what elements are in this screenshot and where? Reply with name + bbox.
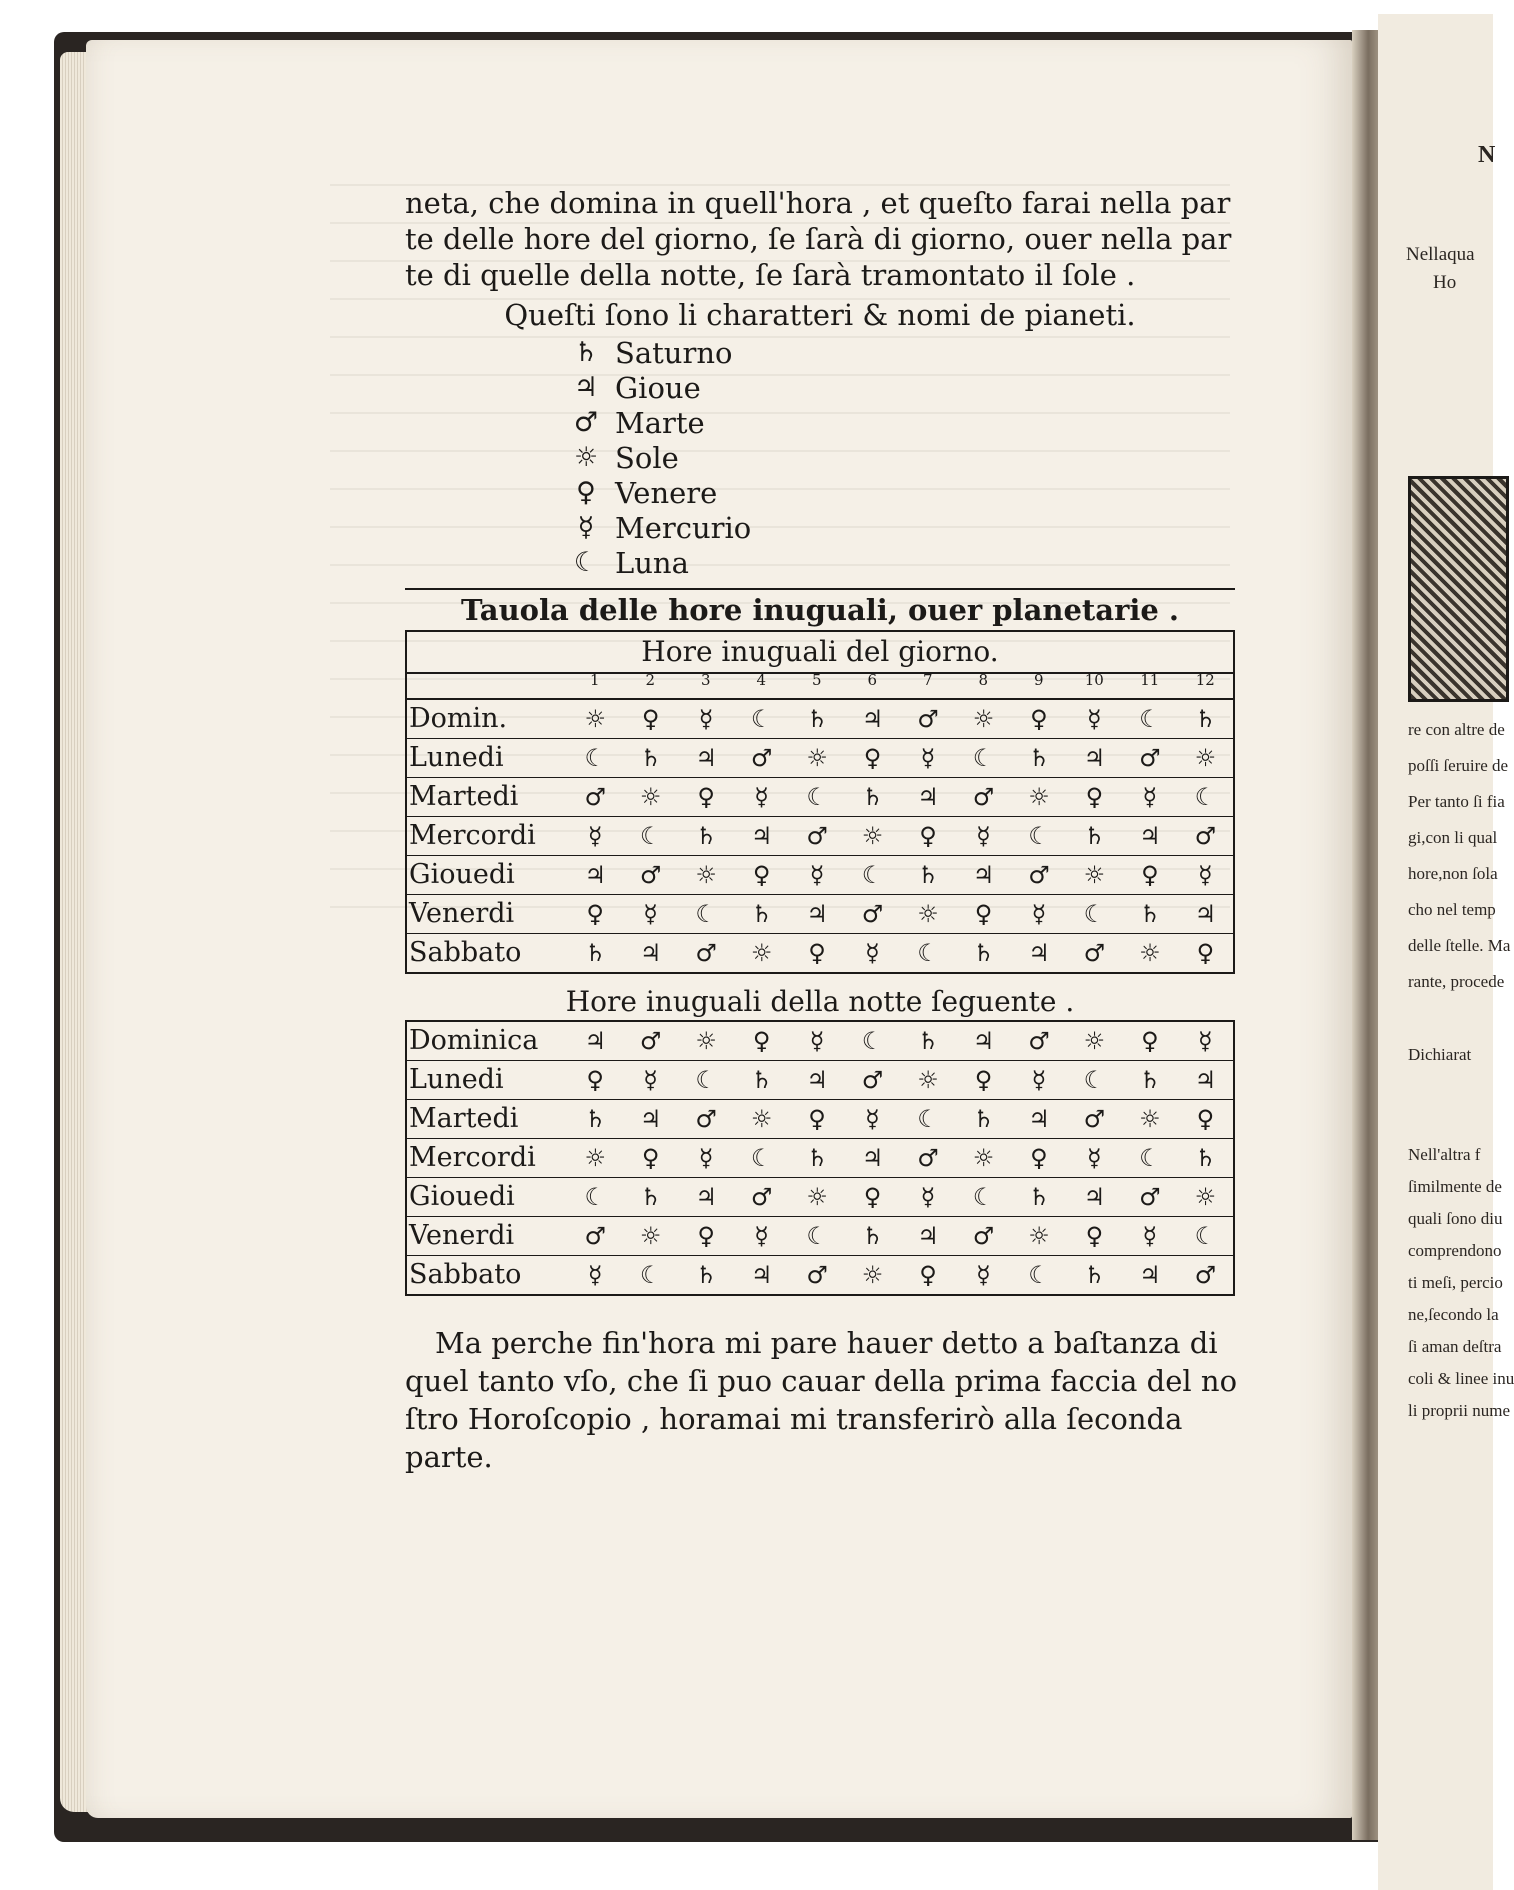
planet-name: Luna <box>615 545 689 580</box>
planet-symbol-icon: ☼ <box>584 705 606 733</box>
planet-symbol-icon: ♄ <box>1028 1183 1050 1211</box>
right-text-line: ſi aman deſtra <box>1408 1337 1502 1356</box>
planet-symbol-icon: ☼ <box>1083 861 1106 889</box>
planet-symbol-icon: ♀ <box>808 1105 826 1133</box>
table-row <box>407 778 1233 817</box>
planet-symbol-icon: ♀ <box>576 476 596 508</box>
planet-symbol-icon: ♄ <box>639 1183 662 1211</box>
planet-symbol-icon: ♃ <box>917 783 939 811</box>
table-row <box>407 700 1233 739</box>
planet-symbol-icon: ☾ <box>1028 1261 1050 1289</box>
planet-symbol-icon: ☿ <box>920 1183 936 1211</box>
planet-symbol-icon: ☼ <box>750 939 773 967</box>
planet-symbol-icon: ♄ <box>639 744 662 772</box>
text-line: ſtro Horoſcopio , horamai mi transferirò alla ſeconda <box>405 1402 1183 1436</box>
planet-symbol-icon: ☾ <box>1139 705 1161 733</box>
weekday-label: Lunedi <box>409 1064 504 1095</box>
planet-symbol-icon: ♂ <box>1028 861 1050 889</box>
weekday-label: Martedi <box>409 1103 519 1134</box>
planet-symbol-icon: ♄ <box>1139 1066 1161 1094</box>
right-heading-1: Nellaqua <box>1406 244 1475 265</box>
planet-symbol-icon: ♂ <box>750 744 773 772</box>
planet-symbol-icon: ♄ <box>573 336 599 368</box>
planet-symbol-icon: ♀ <box>1030 1144 1048 1172</box>
planet-symbol-icon: ☿ <box>1197 1027 1213 1055</box>
planet-symbol-icon: ☾ <box>972 1183 995 1211</box>
table-row <box>407 895 1233 934</box>
right-text-line: li proprii nume <box>1408 1401 1510 1420</box>
planet-symbol-icon: ♂ <box>1194 1261 1217 1289</box>
planet-symbol-icon: ♂ <box>917 705 939 733</box>
planet-symbol-icon: ♄ <box>750 1066 773 1094</box>
planet-symbol-icon: ♂ <box>861 900 884 928</box>
planet-name: Gioue <box>615 370 701 405</box>
planet-symbol-icon: ♄ <box>1194 705 1217 733</box>
planet-symbol-icon: ♄ <box>695 1261 717 1289</box>
planet-name: Saturno <box>615 335 733 370</box>
planet-symbol-icon: ☼ <box>1028 783 1050 811</box>
planet-symbol-icon: ☾ <box>806 783 828 811</box>
table-row <box>407 856 1233 895</box>
planet-symbol-icon: ♃ <box>750 822 773 850</box>
planet-symbol-icon: ☾ <box>1139 1144 1161 1172</box>
planet-symbol-icon: ☼ <box>695 861 717 889</box>
planet-symbol-icon: ♂ <box>806 822 828 850</box>
right-text-line: Per tanto ſi fia <box>1408 792 1505 811</box>
planet-symbol-icon: ♄ <box>1083 822 1106 850</box>
day-table-rows <box>407 700 1233 972</box>
planet-symbol-icon: ☼ <box>639 1222 662 1250</box>
planet-symbol-icon: ♄ <box>917 1027 939 1055</box>
planet-symbol-icon: ♀ <box>919 822 937 850</box>
planet-symbol-icon: ♄ <box>1139 900 1161 928</box>
planet-symbol-icon: ♂ <box>806 1261 828 1289</box>
table-row <box>407 1061 1233 1100</box>
planet-row <box>557 510 1235 545</box>
right-text-line: comprendono <box>1408 1241 1502 1260</box>
right-page-header: N <box>1478 142 1496 168</box>
planet-symbol-icon: ☼ <box>861 822 884 850</box>
planet-symbol-icon: ☾ <box>1194 1222 1217 1250</box>
planet-symbol-icon: ♀ <box>641 1144 660 1172</box>
text-line: neta, che domina in quell'hora , et queſto farai nella par <box>405 186 1231 220</box>
planet-symbol-icon: ♃ <box>972 1027 995 1055</box>
planet-symbol-icon: ☾ <box>695 1066 717 1094</box>
planet-symbol-icon: ♃ <box>1139 1261 1161 1289</box>
planet-symbol-icon: ♃ <box>1139 822 1161 850</box>
planets-heading: Queſti ſono li charatteri & nomi de pianeti. <box>504 298 1136 332</box>
planet-symbol-icon: ☾ <box>917 1105 939 1133</box>
planet-symbol-icon: ☾ <box>806 1222 828 1250</box>
planet-symbol-icon: ♀ <box>752 1027 771 1055</box>
hour-number: 3 <box>700 671 711 689</box>
weekday-label: Dominica <box>409 1025 539 1056</box>
table-title: Tauola delle hore inuguali, ouer planetarie . <box>460 593 1180 627</box>
closing-paragraph <box>405 1324 1238 1476</box>
planet-symbol-icon: ☾ <box>861 1027 884 1055</box>
planet-symbol-icon: ☾ <box>750 1144 773 1172</box>
night-hours-table <box>405 1020 1235 1296</box>
planet-symbol-icon: ☼ <box>573 441 599 473</box>
planet-symbol-icon: ♃ <box>972 861 995 889</box>
right-text-line: re con altre de <box>1408 720 1505 739</box>
planet-symbol-icon: ☿ <box>754 1222 769 1250</box>
planet-symbol-icon: ☼ <box>1083 1027 1106 1055</box>
planet-symbol-icon: ☿ <box>754 783 769 811</box>
right-text-line: gi,con li qual <box>1408 828 1498 847</box>
planet-symbol-icon: ♃ <box>861 1144 884 1172</box>
planet-symbol-icon: ♂ <box>639 1027 662 1055</box>
planet-row <box>557 335 1235 370</box>
planet-symbol-icon: ♃ <box>1083 744 1106 772</box>
planet-symbol-icon: ☼ <box>1194 1183 1217 1211</box>
hour-number: 12 <box>1195 671 1215 689</box>
planet-symbol-icon: ♀ <box>697 783 715 811</box>
planet-symbol-icon: ☿ <box>577 511 595 543</box>
planet-symbol-icon: ☾ <box>639 1261 662 1289</box>
planet-symbol-icon: ♃ <box>806 900 828 928</box>
planet-symbol-icon: ♄ <box>861 783 884 811</box>
planet-symbol-icon: ♂ <box>1083 939 1106 967</box>
planet-symbol-icon: ♀ <box>586 900 604 928</box>
text-line: te delle hore del giorno, ſe ſarà di giorno, ouer nella par <box>405 222 1232 256</box>
planet-symbol-icon: ♃ <box>639 1105 662 1133</box>
planet-symbol-icon: ☼ <box>1139 939 1161 967</box>
right-text-line: cho nel temp <box>1408 900 1496 919</box>
planet-symbol-icon: ♂ <box>1194 822 1217 850</box>
planet-symbol-icon: ☼ <box>639 783 662 811</box>
planet-symbol-icon: ☿ <box>1087 1144 1102 1172</box>
planet-symbol-icon: ☿ <box>1197 861 1213 889</box>
planet-symbol-icon: ♀ <box>808 939 826 967</box>
planet-symbol-icon: ♂ <box>1139 1183 1161 1211</box>
planet-symbol-icon: ♀ <box>974 900 993 928</box>
planet-row <box>557 370 1235 405</box>
planet-symbol-icon: ☼ <box>806 744 828 772</box>
planet-symbol-icon: ♃ <box>1028 939 1050 967</box>
planet-symbol-icon: ☾ <box>695 900 717 928</box>
planet-symbol-icon: ☼ <box>972 1144 995 1172</box>
right-text-line: quali ſono diu <box>1408 1209 1503 1228</box>
table-row <box>407 1217 1233 1256</box>
planet-symbol-icon: ♂ <box>1139 744 1161 772</box>
table-row <box>407 817 1233 856</box>
planet-symbol-icon: ☾ <box>573 546 599 578</box>
planet-symbol-icon: ♃ <box>1083 1183 1106 1211</box>
planet-name: Marte <box>615 405 705 440</box>
planet-symbol-icon: ☿ <box>809 861 825 889</box>
table-row <box>407 1022 1233 1061</box>
planet-symbol-icon: ♂ <box>972 783 995 811</box>
planet-symbol-icon: ☿ <box>976 822 991 850</box>
day-table-title: Hore inuguali del giorno. <box>407 632 1233 674</box>
planet-symbol-icon: ♃ <box>1028 1105 1050 1133</box>
planet-symbol-icon: ♄ <box>584 1105 606 1133</box>
right-text-line: ne,ſecondo la <box>1408 1305 1499 1324</box>
planet-symbol-icon: ♄ <box>1028 744 1050 772</box>
table-row <box>407 1100 1233 1139</box>
hour-number: 11 <box>1140 671 1160 689</box>
planet-list <box>557 335 1235 580</box>
planet-symbol-icon: ♂ <box>584 783 606 811</box>
planet-symbol-icon: ♂ <box>750 1183 773 1211</box>
planet-symbol-icon: ♀ <box>1141 1027 1159 1055</box>
planet-symbol-icon: ♄ <box>917 861 939 889</box>
text-line: quel tanto vſo, che ſi puo cauar della prima faccia del no <box>405 1364 1238 1398</box>
right-text-line: ſimilmente de <box>1408 1177 1502 1196</box>
planet-symbol-icon: ☿ <box>587 1261 603 1289</box>
hour-number: 2 <box>645 671 656 689</box>
weekday-label: Sabbato <box>409 1259 522 1290</box>
planet-symbol-icon: ♃ <box>584 1027 606 1055</box>
hour-number: 6 <box>867 671 878 689</box>
planet-symbol-icon: ♀ <box>1030 705 1048 733</box>
planet-symbol-icon: ☼ <box>861 1261 884 1289</box>
hour-number: 7 <box>922 671 933 689</box>
right-text-line: Nell'altra f <box>1408 1145 1481 1164</box>
planet-row <box>557 545 1235 580</box>
planet-name: Mercurio <box>615 510 752 545</box>
planet-name: Sole <box>615 440 679 475</box>
planet-symbol-icon: ☿ <box>865 1105 880 1133</box>
planet-symbol-icon: ☿ <box>865 939 880 967</box>
hour-number: 10 <box>1084 671 1104 689</box>
planet-symbol-icon: ♂ <box>917 1144 939 1172</box>
planet-symbol-icon: ♄ <box>1194 1144 1217 1172</box>
planet-symbol-icon: ♃ <box>1194 900 1217 928</box>
planet-symbol-icon: ♃ <box>750 1261 773 1289</box>
planet-symbol-icon: ♄ <box>861 1222 884 1250</box>
planet-symbol-icon: ♀ <box>863 744 882 772</box>
planet-symbol-icon: ♀ <box>1196 1105 1215 1133</box>
planet-symbol-icon: ☿ <box>1031 1066 1047 1094</box>
planet-symbol-icon: ♀ <box>1196 939 1215 967</box>
planet-symbol-icon: ♃ <box>695 744 717 772</box>
right-text-line: coli & linee inu <box>1408 1369 1514 1388</box>
planet-symbol-icon: ☾ <box>584 1183 606 1211</box>
planet-symbol-icon: ♃ <box>1194 1066 1217 1094</box>
planet-symbol-icon: ♀ <box>752 861 771 889</box>
planet-symbol-icon: ♀ <box>1085 1222 1104 1250</box>
planet-row <box>557 405 1235 440</box>
planet-symbol-icon: ♄ <box>584 939 606 967</box>
hour-numbers-row <box>407 671 1233 700</box>
hour-number: 9 <box>1033 671 1044 689</box>
planet-symbol-icon: ☿ <box>587 822 603 850</box>
planet-symbol-icon: ☼ <box>917 900 939 928</box>
planet-row <box>557 475 1235 510</box>
planet-symbol-icon: ☼ <box>917 1066 939 1094</box>
hour-number: 8 <box>978 671 989 689</box>
text-line: parte. <box>405 1440 493 1474</box>
planet-symbol-icon: ☾ <box>1083 900 1106 928</box>
planet-symbol-icon: ☿ <box>698 1144 714 1172</box>
planet-symbol-icon: ♀ <box>863 1183 882 1211</box>
weekday-label: Lunedi <box>409 742 504 773</box>
planet-symbol-icon: ♃ <box>917 1222 939 1250</box>
planet-symbol-icon: ♂ <box>861 1066 884 1094</box>
day-hours-table <box>405 630 1235 974</box>
planet-symbol-icon: ☼ <box>806 1183 828 1211</box>
text-line: te di quelle della notte, ſe ſarà tramontato il ſole . <box>405 258 1136 292</box>
planet-symbol-icon: ♀ <box>697 1222 715 1250</box>
planet-symbol-icon: ☿ <box>1087 705 1102 733</box>
planet-symbol-icon: ♄ <box>695 822 717 850</box>
planet-symbol-icon: ♄ <box>806 705 828 733</box>
night-table-rows <box>407 1022 1233 1294</box>
right-text-line: rante, procede <box>1408 972 1505 991</box>
planet-symbol-icon: ♄ <box>806 1144 828 1172</box>
weekday-label: Sabbato <box>409 937 522 968</box>
weekday-label: Mercordi <box>409 1142 536 1173</box>
hour-number: 4 <box>756 671 767 689</box>
planet-symbol-icon: ♀ <box>919 1261 937 1289</box>
planet-symbol-icon: ♀ <box>641 705 660 733</box>
planet-symbol-icon: ♂ <box>695 1105 717 1133</box>
planet-symbol-icon: ☿ <box>698 705 714 733</box>
planet-symbol-icon: ☼ <box>695 1027 717 1055</box>
planet-symbol-icon: ♃ <box>584 861 606 889</box>
left-page-text <box>405 185 1238 1476</box>
planet-symbol-icon: ☿ <box>1142 1222 1158 1250</box>
planet-symbol-icon: ☾ <box>584 744 606 772</box>
planet-symbol-icon: ♀ <box>586 1066 604 1094</box>
planet-symbol-icon: ♃ <box>573 371 599 403</box>
planet-symbol-icon: ♃ <box>639 939 662 967</box>
planet-symbol-icon: ♂ <box>573 406 599 438</box>
planet-symbol-icon: ☼ <box>1194 744 1217 772</box>
weekday-label: Venerdi <box>409 898 515 929</box>
right-heading-2: Ho <box>1433 272 1457 293</box>
planet-symbol-icon: ♂ <box>584 1222 606 1250</box>
table-row <box>407 1256 1233 1294</box>
weekday-label: Giouedi <box>409 1181 515 1212</box>
table-row <box>407 1178 1233 1217</box>
hour-number: 1 <box>589 671 600 689</box>
planet-symbol-icon: ♀ <box>1085 783 1104 811</box>
planet-symbol-icon: ♂ <box>639 861 662 889</box>
weekday-label: Mercordi <box>409 820 536 851</box>
planet-symbol-icon: ☿ <box>920 744 936 772</box>
planet-symbol-icon: ♄ <box>750 900 773 928</box>
weekday-label: Domin. <box>409 703 508 734</box>
planet-symbol-icon: ♂ <box>1028 1027 1050 1055</box>
planet-symbol-icon: ☼ <box>584 1144 606 1172</box>
planet-symbol-icon: ☼ <box>972 705 995 733</box>
planet-row <box>557 440 1235 475</box>
text-line: Ma perche fin'hora mi pare hauer detto a baſtanza di <box>435 1326 1218 1360</box>
planet-symbol-icon: ☾ <box>917 939 939 967</box>
weekday-label: Giouedi <box>409 859 515 890</box>
planet-symbol-icon: ♂ <box>1083 1105 1106 1133</box>
planet-symbol-icon: ☾ <box>1083 1066 1106 1094</box>
planet-symbol-icon: ☿ <box>976 1261 991 1289</box>
planet-symbol-icon: ☿ <box>643 1066 659 1094</box>
planet-name: Venere <box>615 475 718 510</box>
planet-symbol-icon: ♄ <box>972 1105 995 1133</box>
planet-symbol-icon: ☿ <box>1142 783 1158 811</box>
table-row <box>407 934 1233 972</box>
planet-symbol-icon: ♃ <box>695 1183 717 1211</box>
right-text-line: ti meſi, percio <box>1408 1273 1503 1292</box>
planet-symbol-icon: ☿ <box>1031 900 1047 928</box>
planet-symbol-icon: ☼ <box>1139 1105 1161 1133</box>
planet-symbol-icon: ☿ <box>809 1027 825 1055</box>
hour-number: 5 <box>811 671 822 689</box>
right-text-line: poſſi ſeruire de <box>1408 756 1509 775</box>
table-row <box>407 1139 1233 1178</box>
woodcut-initial-image <box>1408 476 1509 702</box>
right-text-line: delle ſtelle. Ma <box>1408 936 1511 955</box>
planet-symbol-icon: ☿ <box>643 900 659 928</box>
planet-symbol-icon: ☾ <box>1194 783 1217 811</box>
planet-symbol-icon: ♀ <box>1141 861 1159 889</box>
right-page <box>1378 14 1514 1890</box>
planet-symbol-icon: ☼ <box>750 1105 773 1133</box>
planet-symbol-icon: ♃ <box>806 1066 828 1094</box>
night-table-title: Hore inuguali della notte ſeguente . <box>565 985 1075 1018</box>
divider-rule <box>405 588 1235 590</box>
planet-symbol-icon: ♀ <box>974 1066 993 1094</box>
planet-symbol-icon: ♄ <box>972 939 995 967</box>
planet-symbol-icon: ☾ <box>972 744 995 772</box>
opening-paragraph <box>405 185 1235 293</box>
right-text-line: hore,non ſola <box>1408 864 1498 883</box>
weekday-label: Martedi <box>409 781 519 812</box>
planet-symbol-icon: ☼ <box>1028 1222 1050 1250</box>
planet-symbol-icon: ♂ <box>972 1222 995 1250</box>
planet-symbol-icon: ☾ <box>750 705 773 733</box>
planet-symbol-icon: ♃ <box>861 705 884 733</box>
weekday-label: Venerdi <box>409 1220 515 1251</box>
table-row <box>407 739 1233 778</box>
planet-symbol-icon: ☾ <box>1028 822 1050 850</box>
planet-symbol-icon: ♄ <box>1083 1261 1106 1289</box>
planet-symbol-icon: ☾ <box>861 861 884 889</box>
planet-symbol-icon: ☾ <box>639 822 662 850</box>
right-section-heading: Dichiarat <box>1408 1045 1472 1064</box>
planet-symbol-icon: ♂ <box>695 939 717 967</box>
